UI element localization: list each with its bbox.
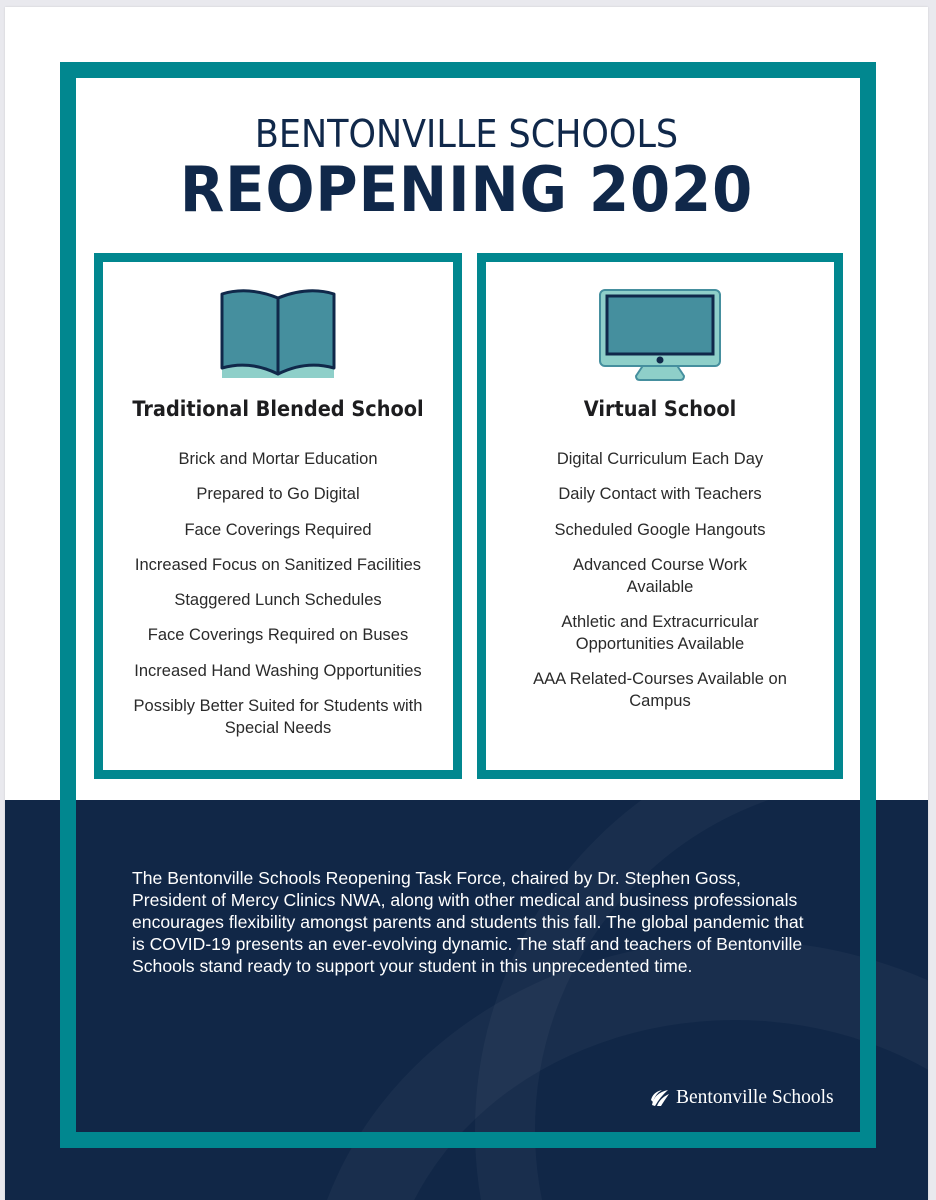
card-heading: Traditional Blended School: [132, 397, 424, 421]
list-item: Brick and Mortar Education: [178, 450, 378, 468]
open-book-icon: [218, 288, 338, 380]
list-item: Staggered Lunch Schedules: [174, 591, 382, 610]
computer-monitor-icon: [598, 288, 722, 382]
list-item: Scheduled Google Hangouts: [554, 520, 766, 539]
bentonville-logo-icon: [650, 1089, 670, 1107]
flyer-page: [5, 7, 928, 1200]
brand-name: Bentonville Schools: [676, 1087, 834, 1108]
list-item: Possibly Better Suited for Students with Special Needs: [133, 697, 423, 738]
list-item: Advanced Course Work Available: [573, 555, 747, 596]
list-item: Digital Curriculum Each Day: [556, 450, 764, 468]
list-item: Face Coverings Required on Buses: [147, 626, 409, 645]
virtual-school-card: [477, 253, 843, 779]
list-item: Increased Hand Washing Opportunities: [134, 661, 422, 680]
list-item: Increased Focus on Sanitized Facilities: [134, 555, 422, 574]
page-title: REOPENING 2020: [179, 153, 754, 226]
feature-list: [486, 448, 834, 726]
traditional-blended-card: [94, 253, 462, 779]
task-force-statement: The Bentonville Schools Reopening Task Force, chaired by Dr. Stephen Goss, President of Mercy Clinics NWA, along with other medical and business professionals encourages flexibility amongst parents and students this fall. The global pandemic that is COVID-19 presents an ever-evolving dynamic. The staff and teachers of Bentonville Schools stand ready to support your student in this unprecedented time.: [132, 867, 804, 977]
bentonville-schools-logo: [650, 1087, 834, 1109]
card-heading: Virtual School: [583, 397, 737, 421]
list-item: Daily Contact with Teachers: [558, 485, 762, 504]
list-item: Athletic and Extracurricular Opportunities Available: [561, 613, 759, 654]
feature-list: [103, 448, 453, 752]
list-item: Prepared to Go Digital: [196, 485, 360, 504]
page-subtitle: BENTONVILLE SCHOOLS: [254, 112, 679, 156]
list-item: Face Coverings Required: [184, 520, 372, 539]
list-item: AAA Related-Courses Available on Campus: [533, 670, 787, 711]
